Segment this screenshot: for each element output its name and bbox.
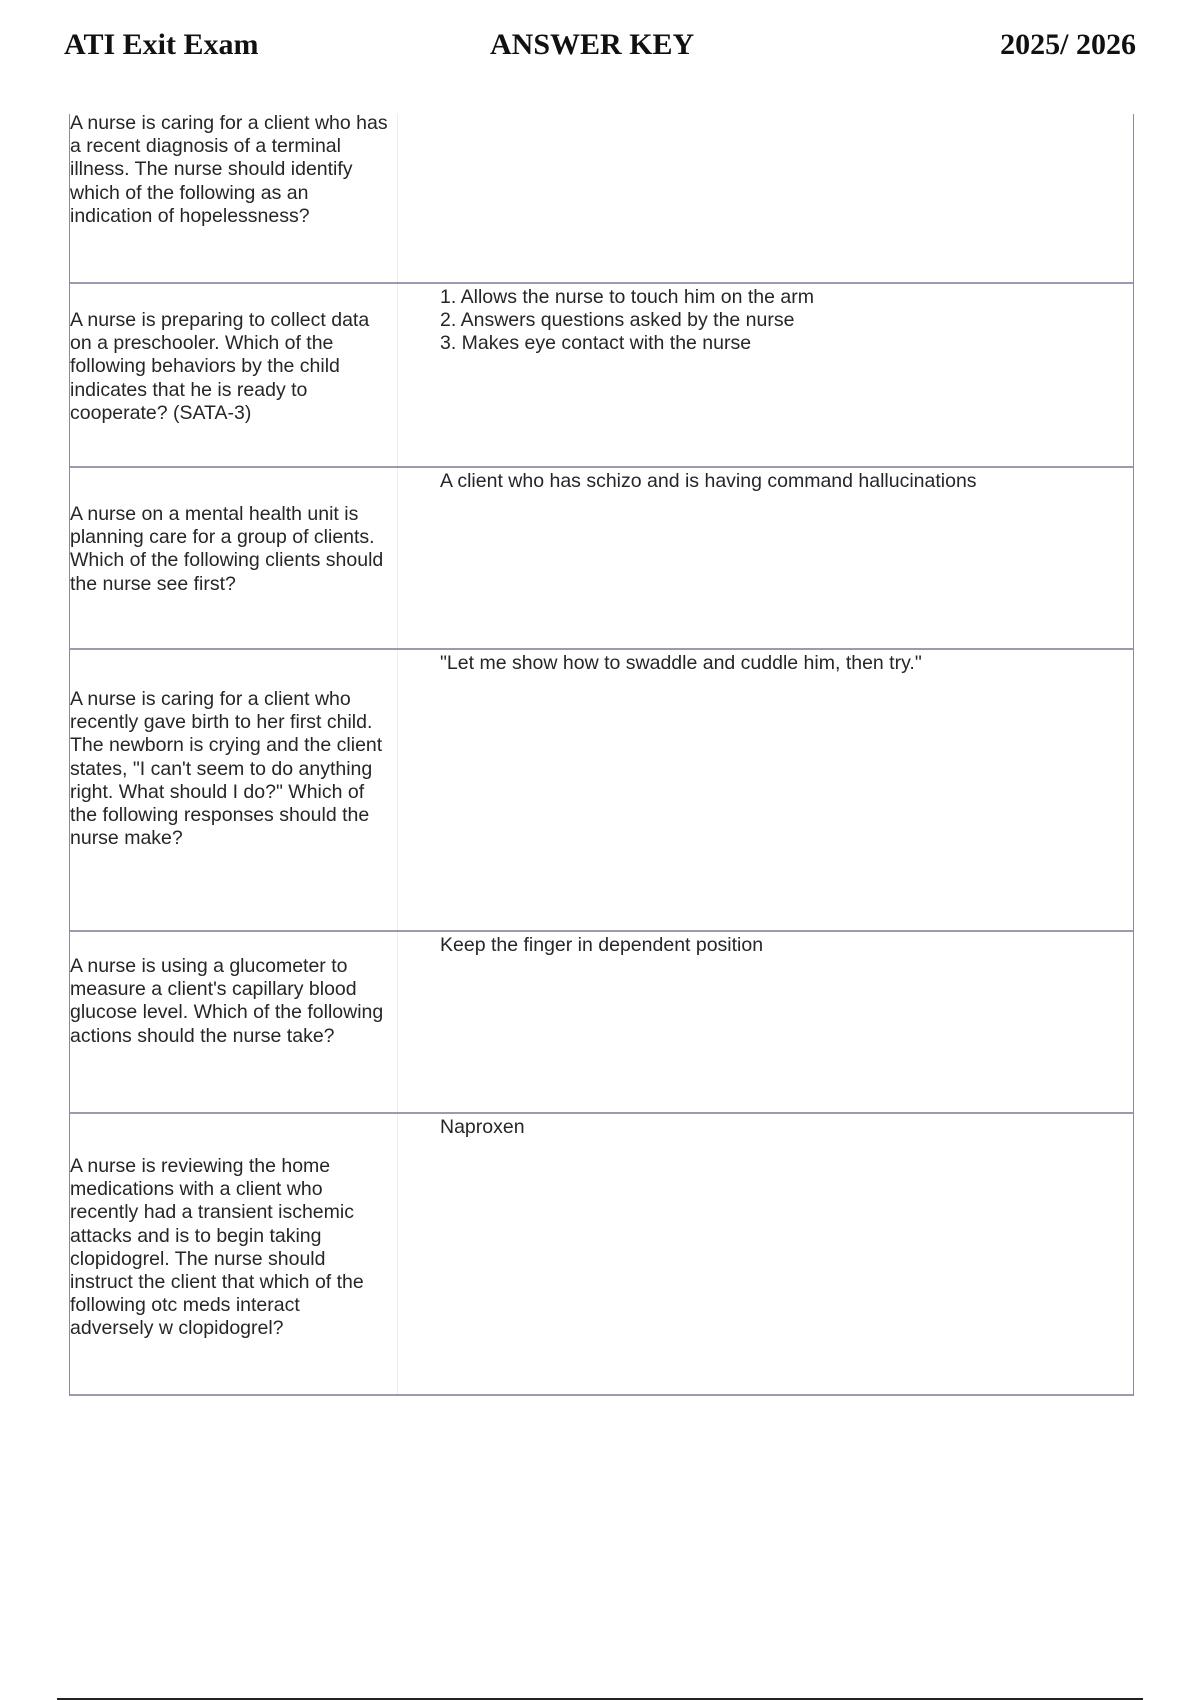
answer-key-title: ANSWER KEY xyxy=(490,28,695,61)
question-text: A nurse on a mental health unit is planning care for a group of clients. Which of the following clients should the nurse see first? xyxy=(70,503,384,595)
page-header xyxy=(64,28,1136,68)
answer-line: A client who has schizo and is having command hallucinations xyxy=(440,470,977,492)
table-row xyxy=(70,284,1133,468)
answer-cell xyxy=(440,286,1123,355)
answer-cell xyxy=(440,470,1123,493)
answer-cell xyxy=(440,934,1123,957)
answer-line: Keep the finger in dependent position xyxy=(440,934,764,956)
answer-cell xyxy=(440,652,1123,675)
answer-line: 2. Answers questions asked by the nurse xyxy=(440,309,795,331)
question-text: A nurse is preparing to collect data on a preschooler. Which of the following behaviors by the child indicates that he is ready to cooperate? (SATA-3) xyxy=(70,309,370,424)
question-text: A nurse is reviewing the home medications with a client who recently had a transient ischemic attacks and is to begin taking clopidogrel. The nurse should instruct the client that which of the following otc meds interact adversely w clopidogrel? xyxy=(70,1155,364,1340)
answer-line: 3. Makes eye contact with the nurse xyxy=(440,332,752,354)
table-row xyxy=(70,932,1133,1114)
table-row xyxy=(70,1114,1133,1396)
table-row xyxy=(70,114,1133,284)
question-text: A nurse is caring for a client who recently gave birth to her first child. The newborn is crying and the client states, "I can't seem to do anything right. What should I do?" Which of the following responses should the nurse make? xyxy=(70,688,383,850)
question-text: A nurse is using a glucometer to measure a client's capillary blood glucose level. Which of the following actions should the nurse take? xyxy=(70,955,384,1047)
answer-line: 1. Allows the nurse to touch him on the arm xyxy=(440,286,814,308)
table-row xyxy=(70,650,1133,932)
exam-title: ATI Exit Exam xyxy=(64,28,259,61)
answer-line: Naproxen xyxy=(440,1116,525,1138)
answer-line: "Let me show how to swaddle and cuddle him, then try." xyxy=(440,652,922,674)
exam-year: 2025/ 2026 xyxy=(1000,28,1136,61)
table-row xyxy=(70,468,1133,650)
question-text: A nurse is caring for a client who has a recent diagnosis of a terminal illness. The nurse should identify which of the following as an indication of hopelessness? xyxy=(70,112,388,227)
qa-table xyxy=(69,114,1134,1396)
answer-cell xyxy=(440,1116,1123,1139)
